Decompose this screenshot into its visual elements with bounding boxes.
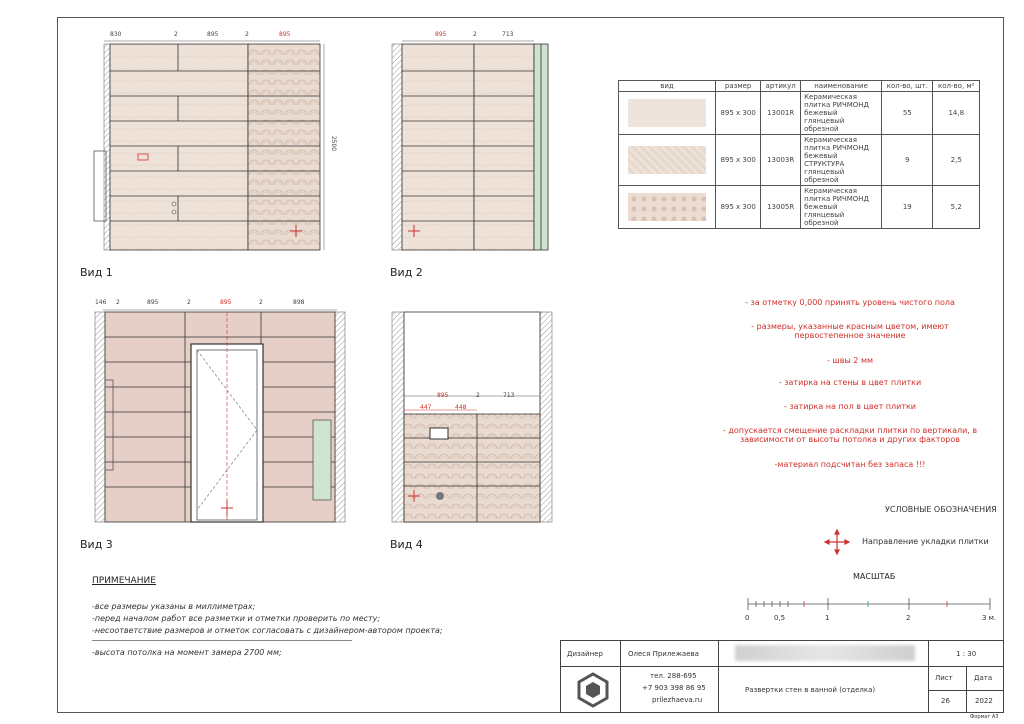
scale-label-3: 2: [906, 614, 911, 622]
scale-bar: [742, 592, 1002, 612]
spec-table: [618, 80, 980, 229]
v3-dim-4: 895: [220, 299, 232, 306]
v1-dim-1: 2: [174, 31, 178, 38]
v2-dim-0: 895: [435, 31, 447, 38]
th-area: кол-во, м²: [933, 81, 980, 92]
view-2-drawing: [390, 26, 560, 256]
phone-1: тел. 288-695: [650, 672, 697, 680]
note-red-0: - за отметку 0,000 принять уровень чистого пола: [745, 298, 955, 307]
view-4-label: Вид 4: [390, 538, 423, 551]
table-row: [619, 186, 980, 229]
v3-dim-0: 146: [95, 299, 107, 306]
th-name: наименование: [801, 81, 882, 92]
th-size: размер: [716, 81, 761, 92]
scale-title: МАСШТАБ: [853, 572, 896, 581]
tile-swatch: [619, 135, 716, 186]
remarks-title: ПРИМЕЧАНИЕ: [92, 576, 156, 586]
scale-label-0: 0: [745, 614, 750, 622]
cell-size: 895 х 300: [716, 92, 761, 135]
designer-name: Олеся Прилежаева: [628, 650, 699, 658]
note-red-1: - размеры, указанные красным цветом, имеют первостепенное значение: [751, 322, 949, 340]
title-block-col-2: [718, 640, 719, 713]
legend-item: Направление укладки плитки: [862, 537, 989, 546]
cell-area: 5,2: [933, 186, 980, 229]
tile-swatch-structure: [628, 146, 706, 174]
remark-divider: [92, 640, 352, 641]
view-4-drawing: [390, 300, 560, 528]
tile-direction-icon: [822, 528, 852, 558]
tile-swatch-pattern: [628, 193, 706, 221]
cell-qty: 55: [882, 92, 933, 135]
cell-qty: 19: [882, 186, 933, 229]
table-row: [619, 92, 980, 135]
v1-dim-4: 895: [279, 31, 291, 38]
cell-name: Керамическая плитка РИЧМОНД бежевый СТРУКТУРА глянцевый обрезной: [801, 135, 882, 186]
th-article: артикул: [761, 81, 801, 92]
cell-article: 13001R: [761, 92, 801, 135]
designer-label: Дизайнер: [567, 650, 603, 658]
cell-name: Керамическая плитка РИЧМОНД бежевый глянцевый обрезной: [801, 92, 882, 135]
title-block-col-3: [928, 640, 929, 713]
cell-size: 895 х 300: [716, 186, 761, 229]
cell-article: 13005R: [761, 186, 801, 229]
remark-line-3: -высота потолка на момент замера 2700 мм;: [92, 648, 282, 657]
v4-dim-2: 713: [503, 392, 515, 399]
note-red-4: - затирка на пол в цвет плитки: [783, 402, 917, 411]
tile-swatch: [619, 186, 716, 229]
th-view: вид: [619, 81, 716, 92]
cell-article: 13003R: [761, 135, 801, 186]
view-3-label: Вид 3: [80, 538, 113, 551]
remark-line-0: -все размеры указаны в миллиметрах;: [92, 602, 256, 611]
note-red-2: - швы 2 мм: [826, 356, 874, 365]
paper-format: Формат А3: [970, 714, 999, 720]
table-row: [619, 135, 980, 186]
phone-2: +7 903 398 86 95: [642, 684, 706, 692]
v4-dim-1: 2: [476, 392, 480, 399]
v2-dim-1: 2: [473, 31, 477, 38]
v3-dim-6: 898: [293, 299, 305, 306]
remark-line-2: -несоответствие размеров и отметок согласовать с дизайнером-автором проекта;: [92, 626, 443, 635]
v4-dim-0: 895: [437, 392, 449, 399]
table-header-row: [619, 81, 980, 92]
v3-dim-5: 2: [259, 299, 263, 306]
v3-dim-3: 2: [187, 299, 191, 306]
title-block-row-line: [560, 666, 1004, 667]
v4-subdim-1: 448: [455, 404, 467, 411]
th-qty: кол-во, шт.: [882, 81, 933, 92]
cell-area: 14,8: [933, 92, 980, 135]
v1-dim-2: 895: [207, 31, 219, 38]
v3-dim-2: 895: [147, 299, 159, 306]
date-label: Дата: [974, 674, 993, 682]
brand-logo-icon: [577, 672, 609, 708]
website: prilezhaeva.ru: [652, 696, 703, 704]
cell-size: 895 х 300: [716, 135, 761, 186]
cell-area: 2,5: [933, 135, 980, 186]
legend-title: УСЛОВНЫЕ ОБОЗНАЧЕНИЯ: [885, 505, 997, 514]
v1-dim-0: 830: [110, 31, 122, 38]
scale-label-2: 1: [825, 614, 830, 622]
v1-height: 2500: [330, 135, 338, 152]
tile-swatch: [619, 92, 716, 135]
v2-dim-2: 713: [502, 31, 514, 38]
tile-swatch-beige: [628, 99, 706, 127]
drawing-name: Развертки стен в ванной (отделка): [745, 686, 876, 694]
cell-qty: 9: [882, 135, 933, 186]
cell-name: Керамическая плитка РИЧМОНД бежевый глянцевый обрезной: [801, 186, 882, 229]
v3-dim-1: 2: [116, 299, 120, 306]
drawing-scale: 1 : 30: [956, 650, 977, 658]
view-3-drawing: [85, 300, 355, 528]
title-block-col-4: [966, 666, 967, 713]
date-value: 2022: [975, 697, 993, 705]
v4-subdim-0: 447: [420, 404, 432, 411]
redacted-project-info: [735, 645, 915, 661]
note-red-6: -материал подсчитан без запаса !!!: [774, 460, 926, 469]
remark-line-1: -перед началом работ все разметки и отметки проверить по месту;: [92, 614, 381, 623]
scale-label-4: 3 м.: [982, 614, 997, 622]
scale-label-1: 0,5: [774, 614, 786, 622]
sheet-label: Лист: [935, 674, 953, 682]
title-block-col-1: [620, 640, 621, 713]
view-1-label: Вид 1: [80, 266, 113, 279]
v1-dim-3: 2: [245, 31, 249, 38]
view-2-label: Вид 2: [390, 266, 423, 279]
sheet-number: 26: [941, 697, 950, 705]
note-red-3: - затирка на стены в цвет плитки: [778, 378, 922, 387]
note-red-5: - допускается смещение раскладки плитки по вертикали, в зависимости от высоты потолка и других факторов: [722, 426, 978, 444]
view-1-drawing: [80, 26, 350, 256]
